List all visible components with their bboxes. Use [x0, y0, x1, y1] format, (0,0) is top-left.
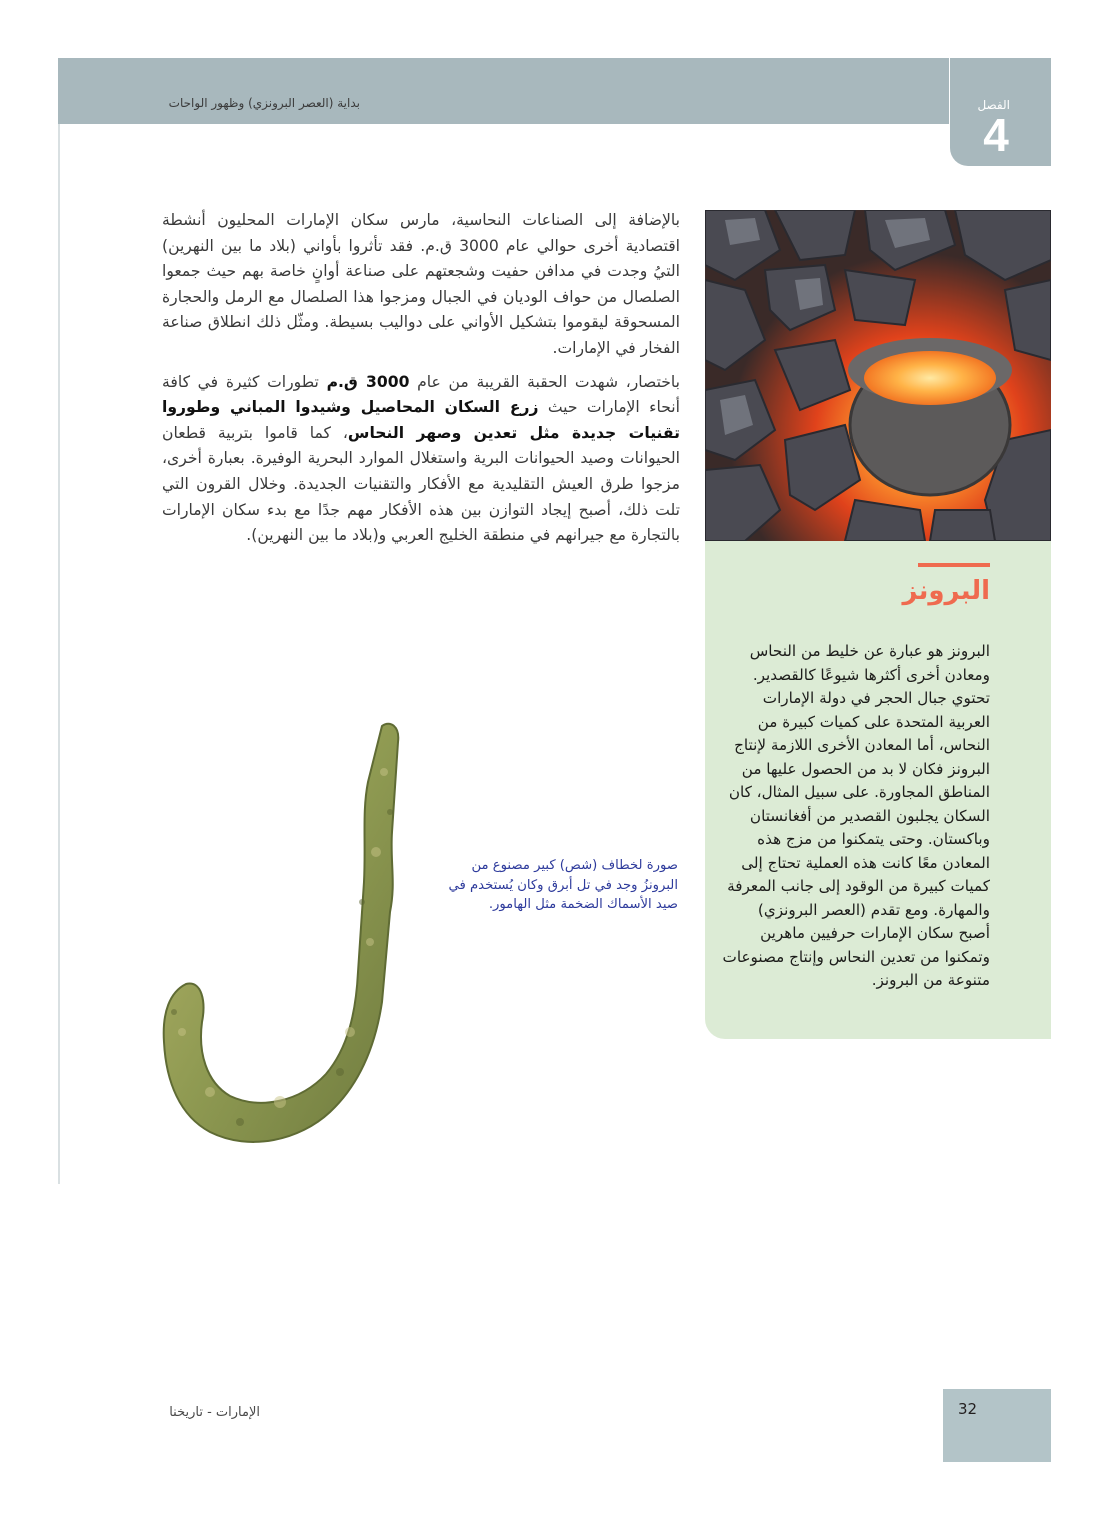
footer-book-title: الإمارات - تاريخنا — [169, 1405, 260, 1420]
page-number: 32 — [958, 1400, 978, 1418]
image-caption: صورة لخطاف (شص) كبير مصنوع من البرونزُ وجد في تل أبرق وكان يُستخدم في صيد الأسماك الضخمة مثل الهامور. — [448, 858, 678, 912]
paragraph-2-text: تطورات كثيرة في كافة أنحاء الإمارات حيث — [162, 372, 680, 417]
header-title: بداية (العصر البرونزي) وظهور الواحات — [168, 96, 360, 110]
furnace-crucible-photo — [705, 210, 1051, 541]
main-text — [162, 208, 680, 557]
paragraph-1: بالإضافة إلى الصناعات النحاسية، مارس سكان الإمارات المحليون أنشطة اقتصادية أخرى حوالي عام 3000 ق.م. فقد تأثروا بأواني (بلاد ما بين النهرين) التيُ وجدت في مدافن حفيت وشجعتهم على صناعة أوانٍ خاصة بهم حيث جمعوا الصلصال من حواف الوديان في الجبال ومزجوا هذا الصلصال مع الرمل والحجارة المسحوقة ليقوموا بتشكيل الأواني على دواليب بسيطة. ومثّل ذلك انطلاق صناعة الفخار في الإمارات. — [162, 211, 681, 357]
paragraph-2 — [162, 370, 680, 549]
info-title-accent — [918, 563, 990, 567]
info-body: البرونز هو عبارة عن خليط من النحاس ومعادن أخرى أكثرها شيوعًا كالقصدير. تحتوي جبال الحجر في دولة الإمارات العربية المتحدة على كميات كبيرة من النحاس، أما المعادن الأخرى اللازمة لإنتاج البرونز فكان لا بد من الحصول عليها من المناطق المجاورة. على سبيل المثال، كان السكان يجلبون القصدير من أفغانستان وباكستان. وحتى يتمكنوا من مزج هذه المعادن معًا كانت هذه العملية تحتاج إلى كميات كبيرة من الوقود إلى جانب المعرفة والمهارة. ومع تقدم (العصر البرونزي) أصبح سكان الإمارات حرفيين ماهرين وتمكنوا من تعدين النحاس وإنتاج مصنوعات متنوعة من البرونز. — [722, 642, 990, 989]
paragraph-2-highlight: زرع السكان المحاصيل وشيدوا المباني وطوروا تقنيات جديدة مثل تعدين وصهر النحاس — [162, 398, 681, 442]
info-title: البرونز — [902, 576, 990, 606]
paragraph-2-text: ، كما قاموا بتربية قطعان الحيوانات وصيد الحيوانات البرية واستغلال الموارد البحرية الوفيرة. بعبارة أخرى، مزجوا طرق العيش التقليدية مع الأفكار والتقنيات الجديدة. وخلال القرون التي تلت ذلك، أصبح إيجاد التوازن بين هذه الأفكار مهم جدًا مع بدء سكان الإمارات بالتجارة مع جيرانهم في منطقة الخليج العربي و(بلاد ما بين النهرين). — [162, 423, 680, 545]
margin-rule — [58, 124, 60, 1184]
chapter-number: 4 — [983, 109, 1009, 161]
chapter-label: الفصل — [977, 98, 1010, 112]
paragraph-2-date: 3000 ق.م — [326, 372, 410, 391]
header-bar — [58, 58, 949, 124]
paragraph-2-text: باختصار، شهدت الحقبة القريبة من عام — [409, 372, 681, 391]
crucible-icon — [848, 338, 1012, 495]
bronze-fishhook-photo — [150, 712, 420, 1172]
